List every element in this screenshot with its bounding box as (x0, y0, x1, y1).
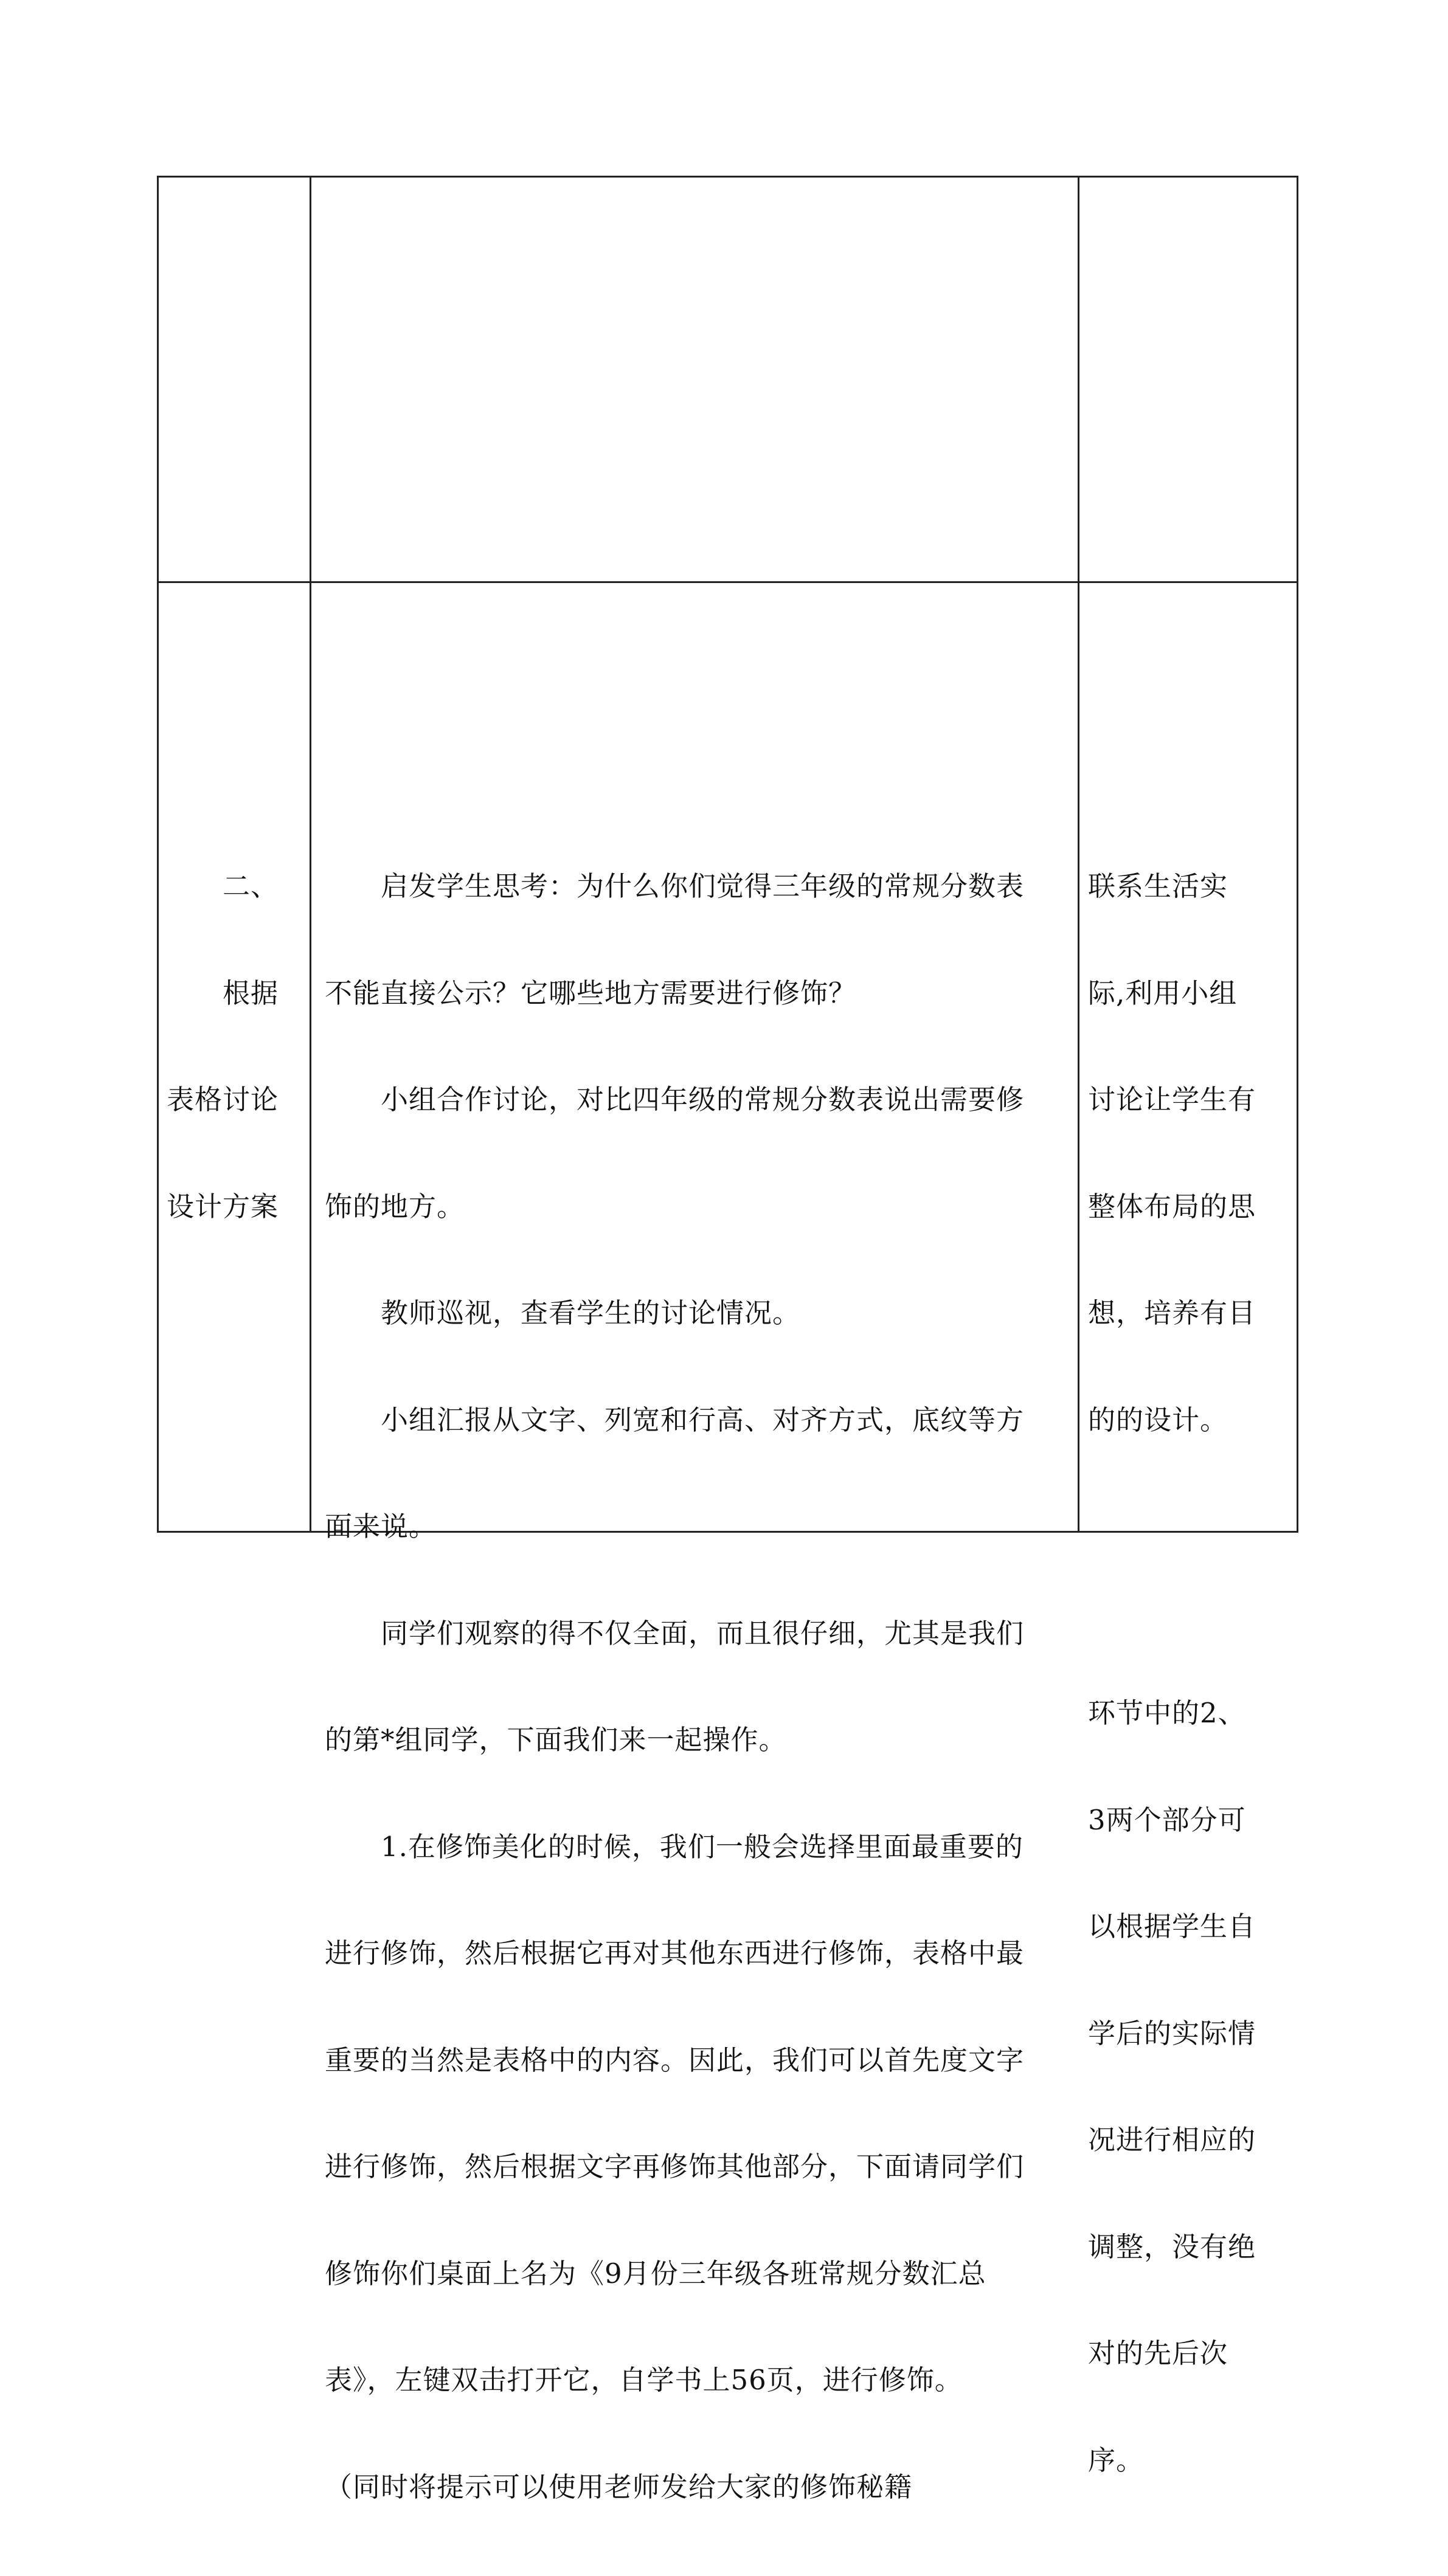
design-intent-line: 讨论让学生有 (1088, 1083, 1256, 1116)
design-intent-line: 想，培养有目 (1088, 1297, 1256, 1329)
lesson-plan-table (157, 176, 1298, 2503)
activity-line: 进行修饰，然后根据它再对其他东西进行修饰，表格中最 (325, 1937, 1025, 1969)
activity-line: 不能直接公示？它哪些地方需要进行修饰？ (325, 976, 857, 1009)
activity-line: 小组合作讨论，对比四年级的常规分数表说出需要修 (325, 1083, 1025, 1116)
activity-line: 1.在修饰美化的时候，我们一般会选择里面最重要的 (325, 1830, 1024, 1863)
design-intent-line: 际,利用小组 (1088, 976, 1238, 1009)
adjustment-note-line: 3两个部分可 (1088, 1803, 1246, 1836)
design-intent-line: 联系生活实 (1088, 870, 1228, 902)
adjustment-note-line: 环节中的2、 (1088, 1697, 1246, 1729)
design-intent-line: 的的设计。 (1088, 1403, 1228, 1436)
design-intent-line: 整体布局的思 (1088, 1190, 1256, 1223)
activity-line: 小组汇报从文字、列宽和行高、对齐方式，底纹等方 (325, 1403, 1025, 1436)
adjustment-note-line: 序。 (1088, 2443, 1145, 2476)
adjustment-note-line: 以根据学生自 (1088, 1910, 1256, 1942)
activity-line: 进行修饰，然后根据文字再修饰其他部分，下面请同学们 (325, 2150, 1025, 2183)
adjustment-note-line: 况进行相应的 (1088, 2124, 1256, 2156)
stage-title-line: 表格讨论 (167, 1083, 279, 1116)
activity-line: 修饰你们桌面上名为《9月份三年级各班常规分数汇总 (325, 2257, 986, 2290)
activity-line: 饰的地方。 (325, 1190, 465, 1223)
activity-line: 重要的当然是表格中的内容。因此，我们可以首先度文字 (325, 2043, 1025, 2076)
activity-line: 面来说。 (325, 1510, 437, 1542)
activity-line: 同学们观察的得不仅全面，而且很仔细，尤其是我们 (325, 1617, 1025, 1649)
activity-line: 的第*组同学，下面我们来一起操作。 (325, 1724, 787, 1756)
stage-title-line: 设计方案 (167, 1190, 279, 1223)
activity-line: （同时将提示可以使用老师发给大家的修饰秘籍 (325, 2470, 913, 2503)
adjustment-note-line: 学后的实际情 (1088, 2017, 1256, 2049)
adjustment-note-line: 调整，没有绝 (1088, 2230, 1256, 2263)
column-divider-1 (310, 178, 311, 1531)
activity-cell (325, 798, 1079, 2576)
activity-line: 表》，左键双击打开它，自学书上56页，进行修饰。 (325, 2364, 963, 2396)
stage-title-cell (167, 798, 305, 1296)
stage-title-line: 二、 (167, 870, 279, 902)
design-intent-cell (1088, 798, 1289, 1509)
stage-title-line: 根据 (167, 976, 279, 1009)
row-divider (159, 581, 1297, 583)
adjustment-note-line: 对的先后次 (1088, 2337, 1228, 2369)
activity-line: 启发学生思考：为什么你们觉得三年级的常规分数表 (325, 870, 1025, 902)
adjustment-note-cell (1088, 1625, 1289, 2549)
activity-line: 教师巡视，查看学生的讨论情况。 (325, 1297, 801, 1329)
